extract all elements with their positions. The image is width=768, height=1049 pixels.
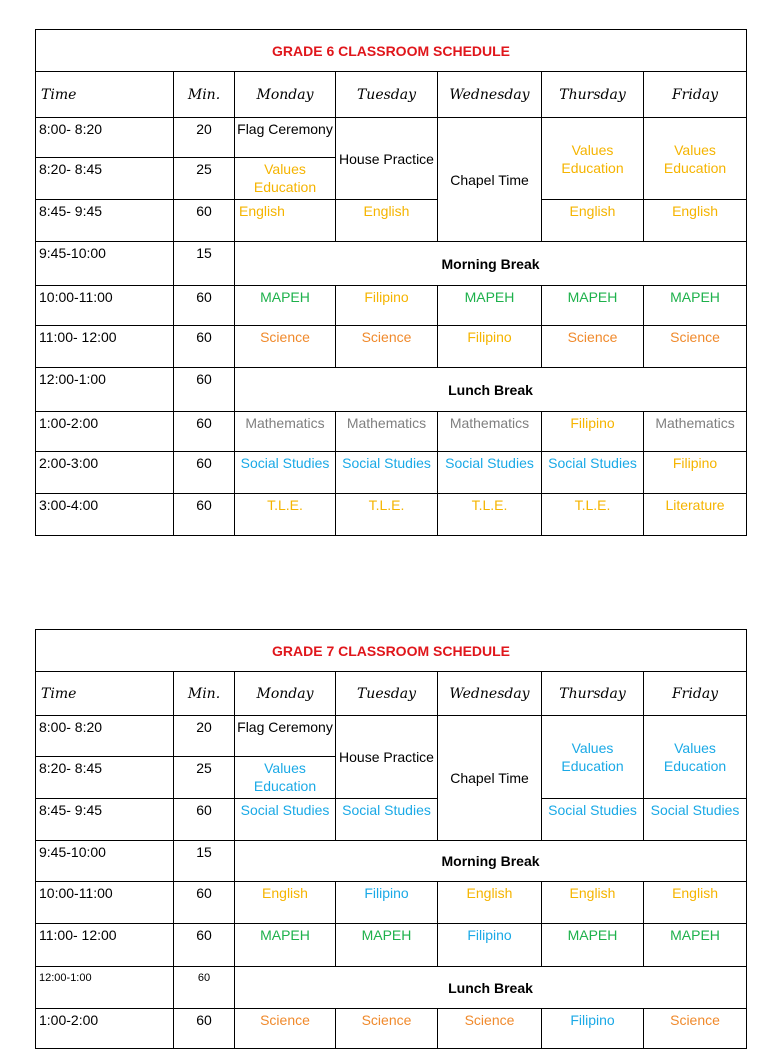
friday-values-cell: Values Education [644, 118, 747, 200]
thursday-subject-cell: T.L.E. [542, 494, 644, 536]
header-wednesday: Wednesday [438, 672, 542, 716]
minutes-cell: 60 [174, 924, 235, 967]
tuesday-subject-cell: MAPEH [336, 924, 438, 967]
header-thursday: Thursday [542, 672, 644, 716]
minutes-cell: 60 [174, 326, 235, 368]
header-wednesday: Wednesday [438, 72, 542, 118]
chapel-time-cell: Chapel Time [438, 716, 542, 841]
tuesday-subject-cell: Social Studies [336, 452, 438, 494]
header-friday: Friday [644, 72, 747, 118]
grade7-schedule-table [35, 629, 747, 1049]
header-friday: Friday [644, 672, 747, 716]
house-practice-cell: House Practice [336, 716, 438, 799]
header-time: Time [36, 672, 174, 716]
time-cell: 8:20- 8:45 [36, 158, 174, 200]
header-tuesday: Tuesday [336, 72, 438, 118]
friday-subject-cell: Mathematics [644, 412, 747, 452]
thursday-subject-cell: Filipino [542, 1009, 644, 1049]
time-cell: 12:00-1:00 [36, 368, 174, 412]
time-cell: 1:00-2:00 [36, 412, 174, 452]
lunch-break-cell: Lunch Break [235, 368, 747, 412]
time-cell: 8:20- 8:45 [36, 757, 174, 799]
wednesday-subject-cell: Social Studies [438, 452, 542, 494]
minutes-cell: 60 [174, 799, 235, 841]
header-min: Min. [174, 72, 235, 118]
tuesday-subject-cell: Social Studies [336, 799, 438, 841]
friday-subject-cell: Literature [644, 494, 747, 536]
time-cell: 2:00-3:00 [36, 452, 174, 494]
thursday-subject-cell: MAPEH [542, 286, 644, 326]
thursday-values-cell: Values Education [542, 118, 644, 200]
friday-subject-cell: Filipino [644, 452, 747, 494]
minutes-cell: 15 [174, 242, 235, 286]
minutes-cell: 25 [174, 757, 235, 799]
time-cell: 11:00- 12:00 [36, 326, 174, 368]
morning-break-cell: Morning Break [235, 841, 747, 882]
wednesday-subject-cell: Filipino [438, 326, 542, 368]
minutes-cell: 60 [174, 368, 235, 412]
friday-subject-cell: MAPEH [644, 286, 747, 326]
thursday-subject-cell: MAPEH [542, 924, 644, 967]
thursday-subject-cell: Science [542, 326, 644, 368]
wednesday-subject-cell: Science [438, 1009, 542, 1049]
minutes-cell: 60 [174, 452, 235, 494]
tuesday-subject-cell: Science [336, 1009, 438, 1049]
header-thursday: Thursday [542, 72, 644, 118]
wednesday-subject-cell: Filipino [438, 924, 542, 967]
wednesday-subject-cell: MAPEH [438, 286, 542, 326]
grade6-title: GRADE 6 CLASSROOM SCHEDULE [36, 30, 747, 72]
friday-subject-cell: Science [644, 1009, 747, 1049]
time-cell: 8:00- 8:20 [36, 118, 174, 158]
minutes-cell: 60 [174, 1009, 235, 1049]
flag-ceremony-cell: Flag Ceremony [235, 716, 336, 757]
lunch-break-cell: Lunch Break [235, 967, 747, 1009]
minutes-cell: 15 [174, 841, 235, 882]
time-cell: 8:00- 8:20 [36, 716, 174, 757]
monday-subject-cell: Science [235, 1009, 336, 1049]
time-cell: 1:00-2:00 [36, 1009, 174, 1049]
thursday-subject-cell: English [542, 882, 644, 924]
header-monday: Monday [235, 672, 336, 716]
monday-subject-cell: Values Education [235, 158, 336, 200]
minutes-cell: 60 [174, 286, 235, 326]
thursday-values-cell: Values Education [542, 716, 644, 799]
minutes-cell: 60 [174, 882, 235, 924]
flag-ceremony-cell: Flag Ceremony [235, 118, 336, 158]
friday-values-cell: Values Education [644, 716, 747, 799]
minutes-cell: 60 [174, 967, 235, 1009]
minutes-cell: 60 [174, 412, 235, 452]
friday-subject-cell: English [644, 200, 747, 242]
time-cell: 9:45-10:00 [36, 242, 174, 286]
minutes-cell: 20 [174, 716, 235, 757]
tuesday-subject-cell: T.L.E. [336, 494, 438, 536]
wednesday-subject-cell: English [438, 882, 542, 924]
chapel-time-cell: Chapel Time [438, 118, 542, 242]
time-cell: 11:00- 12:00 [36, 924, 174, 967]
house-practice-cell: House Practice [336, 118, 438, 200]
tuesday-subject-cell: Filipino [336, 882, 438, 924]
minutes-cell: 60 [174, 494, 235, 536]
tuesday-subject-cell: Science [336, 326, 438, 368]
monday-subject-cell: Social Studies [235, 799, 336, 841]
minutes-cell: 60 [174, 200, 235, 242]
minutes-cell: 25 [174, 158, 235, 200]
monday-subject-cell: English [235, 200, 336, 242]
time-cell: 8:45- 9:45 [36, 200, 174, 242]
friday-subject-cell: English [644, 882, 747, 924]
tuesday-subject-cell: Mathematics [336, 412, 438, 452]
time-cell: 3:00-4:00 [36, 494, 174, 536]
monday-subject-cell: Social Studies [235, 452, 336, 494]
time-cell: 9:45-10:00 [36, 841, 174, 882]
friday-subject-cell: Science [644, 326, 747, 368]
time-cell: 10:00-11:00 [36, 286, 174, 326]
minutes-cell: 20 [174, 118, 235, 158]
wednesday-subject-cell: T.L.E. [438, 494, 542, 536]
grade7-title: GRADE 7 CLASSROOM SCHEDULE [36, 630, 747, 672]
tuesday-subject-cell: Filipino [336, 286, 438, 326]
monday-subject-cell: Values Education [235, 757, 336, 799]
monday-subject-cell: MAPEH [235, 286, 336, 326]
time-cell: 8:45- 9:45 [36, 799, 174, 841]
monday-subject-cell: Science [235, 326, 336, 368]
monday-subject-cell: English [235, 882, 336, 924]
header-tuesday: Tuesday [336, 672, 438, 716]
time-cell: 12:00-1:00 [36, 967, 174, 1009]
monday-subject-cell: T.L.E. [235, 494, 336, 536]
header-min: Min. [174, 672, 235, 716]
header-monday: Monday [235, 72, 336, 118]
thursday-subject-cell: Social Studies [542, 799, 644, 841]
monday-subject-cell: MAPEH [235, 924, 336, 967]
friday-subject-cell: MAPEH [644, 924, 747, 967]
wednesday-subject-cell: Mathematics [438, 412, 542, 452]
friday-subject-cell: Social Studies [644, 799, 747, 841]
monday-subject-cell: Mathematics [235, 412, 336, 452]
thursday-subject-cell: Filipino [542, 412, 644, 452]
grade6-schedule-table [35, 29, 747, 536]
thursday-subject-cell: Social Studies [542, 452, 644, 494]
thursday-subject-cell: English [542, 200, 644, 242]
morning-break-cell: Morning Break [235, 242, 747, 286]
header-time: Time [36, 72, 174, 118]
tuesday-subject-cell: English [336, 200, 438, 242]
time-cell: 10:00-11:00 [36, 882, 174, 924]
